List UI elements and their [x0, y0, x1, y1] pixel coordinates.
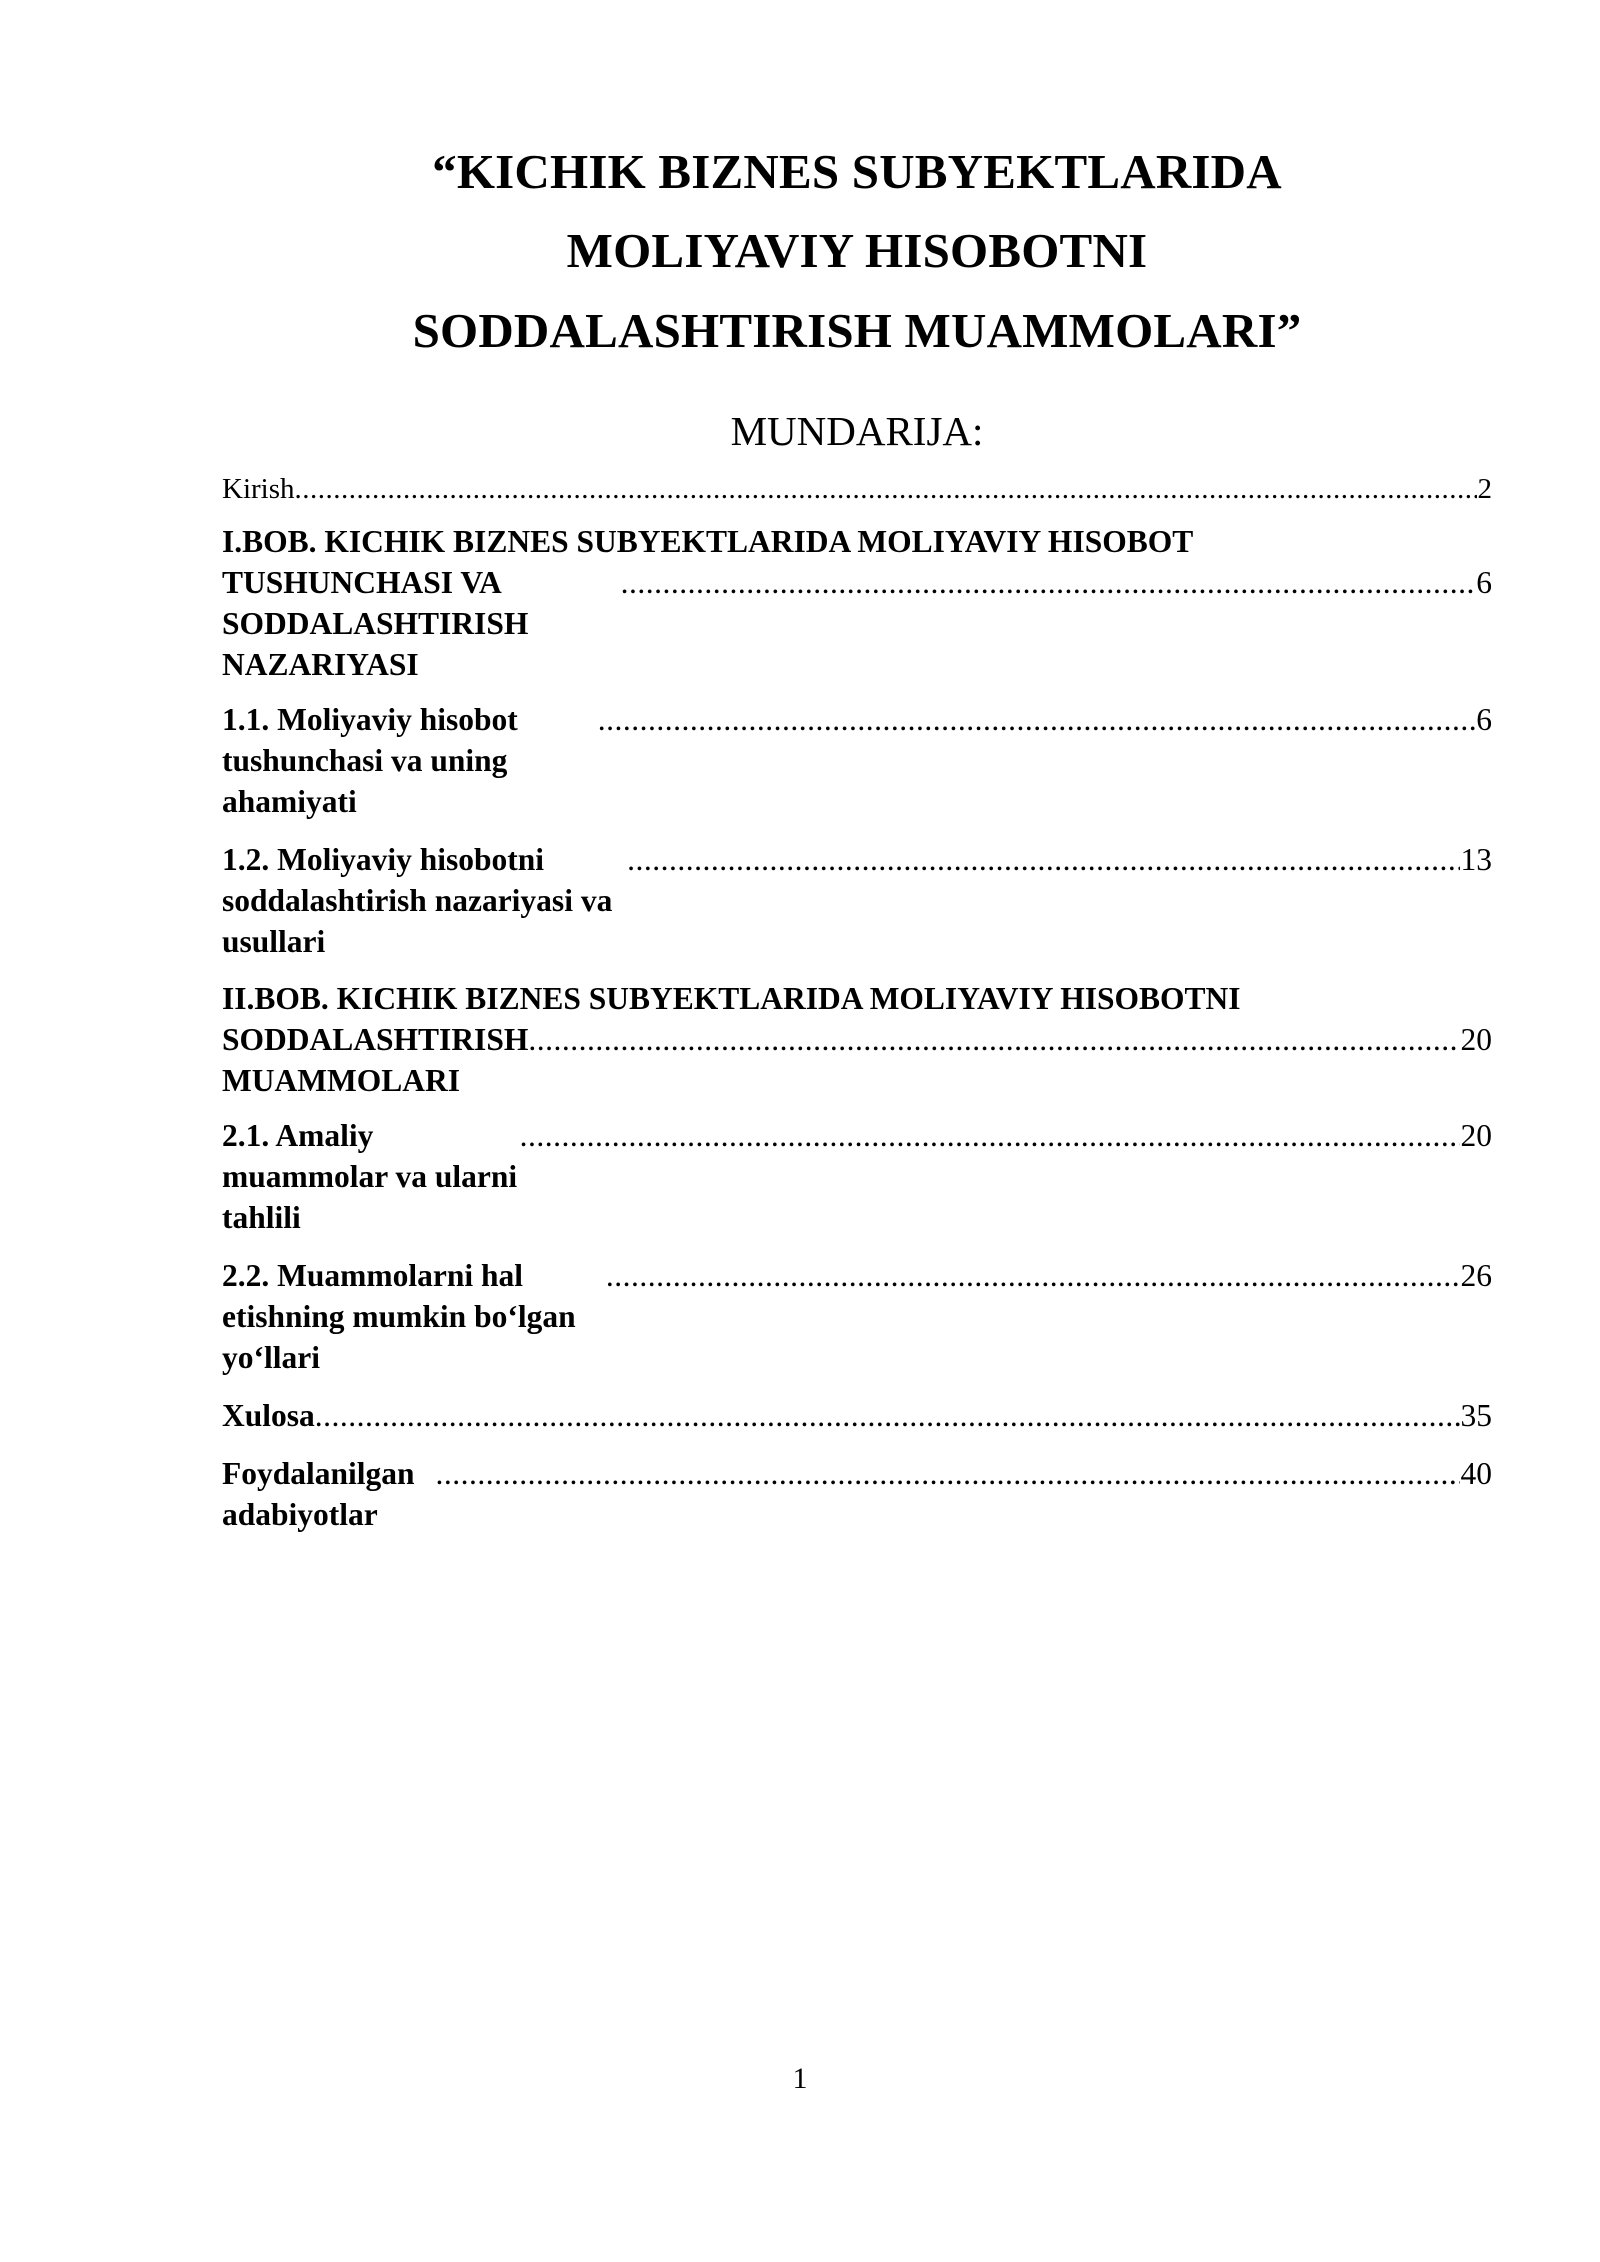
toc-leader-dots [315, 1396, 1460, 1437]
toc-page-number: 6 [1476, 565, 1492, 600]
table-of-contents [222, 457, 1492, 1535]
toc-entry-row [222, 471, 1492, 509]
toc-entry-references[interactable] [222, 1454, 1492, 1536]
toc-entry-label-line1: II.BOB. KICHIK BIZNES SUBYEKTLARIDA MOLIYAVIY HISOBOTNI [222, 981, 1241, 1017]
toc-page-number: 6 [1476, 701, 1492, 737]
toc-entry-label: Kirish [222, 473, 295, 506]
toc-entry-chapter-1[interactable] [222, 522, 1492, 686]
title-line-2: MOLIYAVIY HISOBOTNI [566, 223, 1148, 279]
toc-leader-dots [598, 700, 1475, 741]
toc-leader-dots [606, 1256, 1460, 1297]
toc-leader-dots [520, 1116, 1460, 1157]
toc-entry-label: 2.2. Muammolarni hal etishning mumkin bo‘lgan yo‘llari [222, 1258, 576, 1375]
toc-entry-1-1[interactable] [222, 700, 1492, 823]
toc-entry-row [222, 1020, 1492, 1102]
toc-entry-label: 1.1. Moliyaviy hisobot tushunchasi va uning ahamiyati [222, 701, 518, 819]
toc-page-number: 2 [1477, 473, 1492, 506]
page-title [222, 0, 1492, 370]
page-content [222, 0, 1492, 1553]
toc-entry-xulosa[interactable] [222, 1396, 1492, 1437]
toc-entry-row [222, 1116, 1492, 1239]
toc-entry-row [222, 1454, 1492, 1536]
toc-entry-label: Xulosa [222, 1397, 315, 1433]
toc-entry-label: TUSHUNCHASI VA SODDALASHTIRISH NAZARIYASI [222, 565, 529, 682]
title-line-3: SODDALASHTIRISH MUAMMOLARI” [412, 302, 1302, 358]
toc-entry-1-2[interactable] [222, 840, 1492, 963]
toc-page-number: 20 [1460, 1118, 1492, 1154]
footer-page-number: 1 [792, 2062, 808, 2095]
toc-entry-2-1[interactable] [222, 1116, 1492, 1239]
toc-leader-dots [621, 563, 1476, 604]
toc-page-number: 13 [1460, 841, 1492, 877]
toc-page-number: 26 [1460, 1258, 1492, 1294]
toc-entry-chapter-2[interactable] [222, 979, 1492, 1102]
toc-entry-row [222, 563, 1492, 686]
toc-entry-row [222, 1256, 1492, 1379]
toc-page-number: 40 [1460, 1455, 1492, 1491]
toc-entry-label: Foydalanilgan adabiyotlar [222, 1455, 415, 1532]
title-line-1: “KICHIK BIZNES SUBYEKTLARIDA [432, 144, 1282, 199]
toc-entry-2-2[interactable] [222, 1256, 1492, 1379]
toc-leader-dots [627, 840, 1459, 881]
toc-entry-label: 2.1. Amaliy muammolar va ularni tahlili [222, 1118, 518, 1236]
toc-leader-dots [528, 1020, 1459, 1061]
toc-entry-row [222, 700, 1492, 823]
toc-page-number: 35 [1460, 1397, 1492, 1433]
toc-entry-label: 1.2. Moliyaviy hisobotni soddalashtirish nazariyasi va usullari [222, 841, 613, 959]
toc-entry-row [222, 1396, 1492, 1437]
toc-leader-dots [295, 471, 1477, 509]
toc-entry-label: SODDALASHTIRISH MUAMMOLARI [222, 1022, 529, 1099]
toc-entry-label-line1: I.BOB. KICHIK BIZNES SUBYEKTLARIDA MOLIYAVIY HISOBOT [222, 524, 1194, 560]
toc-entry-kirish[interactable] [222, 471, 1492, 509]
toc-page-number: 20 [1460, 1022, 1492, 1058]
toc-entry-row [222, 840, 1492, 963]
toc-heading: MUNDARIJA: [730, 408, 984, 455]
toc-leader-dots [436, 1454, 1460, 1495]
